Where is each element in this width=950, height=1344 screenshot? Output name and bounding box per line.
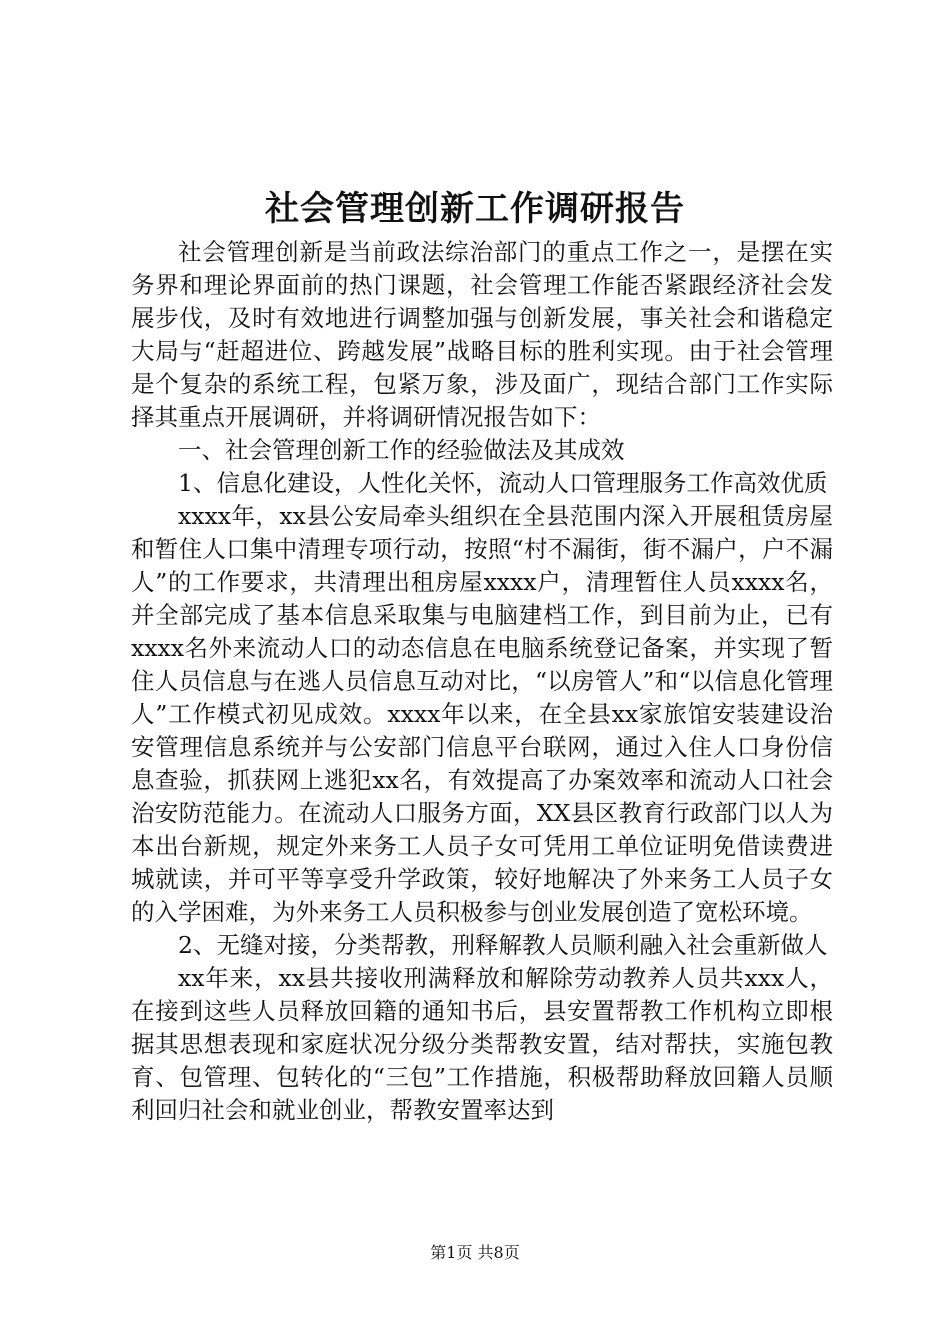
document-title: 社会管理创新工作调研报告 bbox=[265, 189, 685, 229]
body-paragraph-1: xxxx年，xx县公安局牵头组织在全县范围内深入开展租赁房屋和暂住人口集中清理专项行动，按照“村不漏街，街不漏户，户不漏人”的工作要求，共清理出租房屋xxxx户，清理暂住人员xxxx名，并全部完成了基本信息采取集与电脑建档工作，到目前为止，已有xxxx名外来流动人口的动态信息在电脑系统登记备案，并实现了暂住人员信息与在逃人员信息互动对比，“以房管人”和“以信息化管理人”工作模式初见成效。xxxx年以来，在全县xx家旅馆安装建设治安管理信息系统并与公安部门信息平台联网，通过入住人口身份信息查验，抓获网上逃犯xx名，有效提高了办案效率和流动人口社会治安防范能力。在流动人口服务方面，XX县区教育行政部门以人为本出台新规，规定外来务工人员子女可凭用工单位证明免借读费进城就读，并可平等享受升学政策，较好地解决了外来务工人员子女的入学困难，为外来务工人员积极参与创业发展创造了宽松环境。 bbox=[131, 502, 833, 926]
subsection-heading-2: 2、无缝对接，分类帮教，刑释解教人员顺利融入社会重新做人 bbox=[178, 931, 828, 959]
page-footer: 第1页 共8页 bbox=[430, 1243, 520, 1262]
document-body bbox=[131, 236, 833, 1127]
subsection-heading-1: 1、信息化建设，人性化关怀，流动人口管理服务工作高效优质 bbox=[178, 469, 828, 497]
section-heading-1: 一、社会管理创新工作的经验做法及其成效 bbox=[178, 436, 625, 464]
intro-paragraph: 社会管理创新是当前政法综治部门的重点工作之一，是摆在实务界和理论界面前的热门课题，社会管理工作能否紧跟经济社会发展步伐，及时有效地进行调整加强与创新发展，事关社会和谐稳定大局与“赶超进位、跨越发展”战略目标的胜利实现。由于社会管理是个复杂的系统工程，包紧万象，涉及面广，现结合部门工作实际择其重点开展调研，并将调研情况报告如下： bbox=[131, 238, 833, 431]
body-paragraph-2: xx年来，xx县共接收刑满释放和解除劳动教养人员共xxx人，在接到这些人员释放回籍的通知书后，县安置帮教工作机构立即根据其思想表现和家庭状况分级分类帮教安置，结对帮扶，实施包教育、包管理、包转化的“三包”工作措施，积极帮助释放回籍人员顺利回归社会和就业创业，帮教安置率达到 bbox=[131, 964, 833, 1124]
